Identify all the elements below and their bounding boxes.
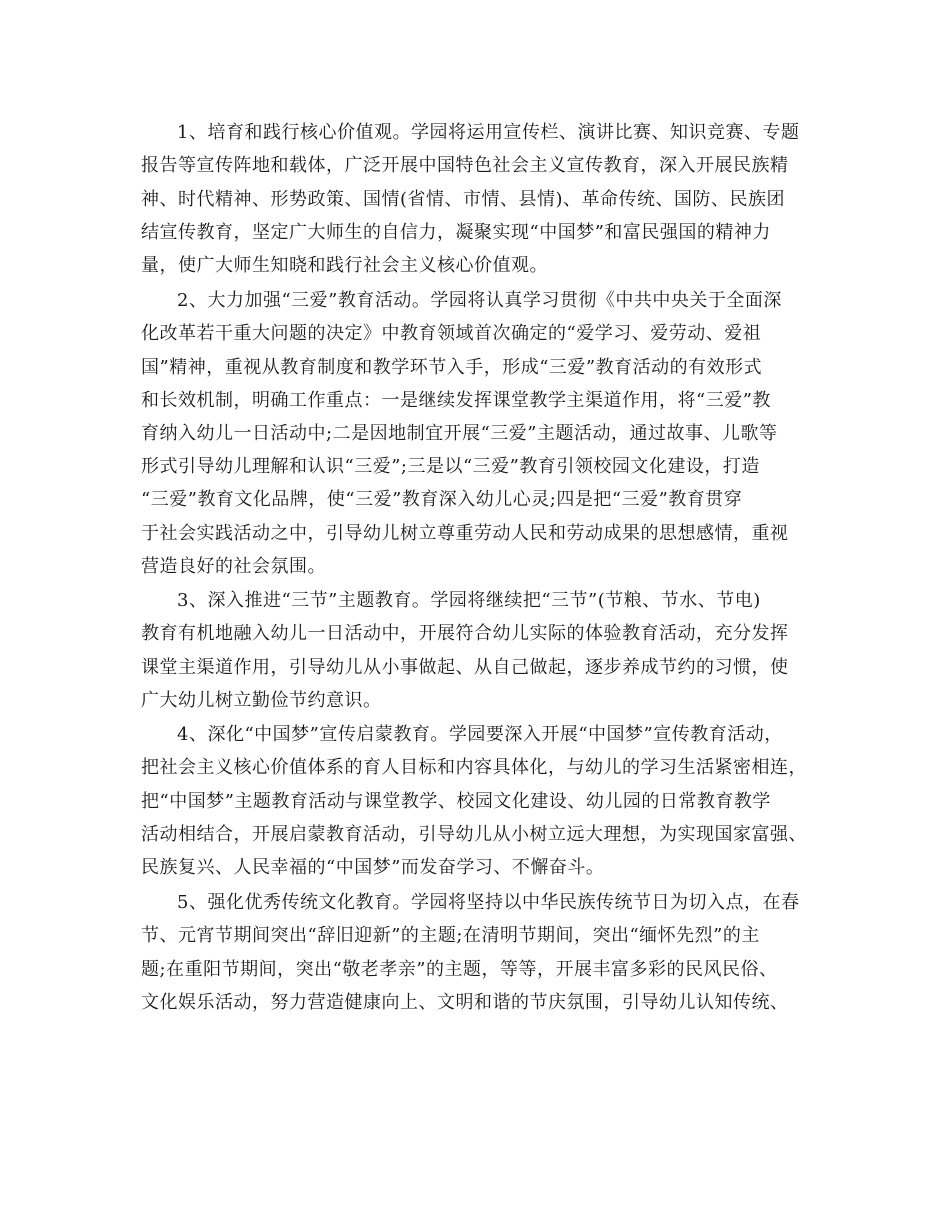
text-line: 2、大力加强“三爱”教育活动。学园将认真学习贯彻《中共中央关于全面深 xyxy=(177,290,782,311)
text-line: 结宣传教育，坚定广大师生的自信力，凝聚实现“中国梦”和富民强国的精神力 xyxy=(141,222,771,243)
text-line: 于社会实践活动之中，引导幼儿树立尊重劳动人民和劳动成果的思想感情，重视 xyxy=(141,523,789,544)
text-line: 神、时代精神、形势政策、国情(省情、市情、县情)、革命传统、国防、民族团 xyxy=(141,189,786,210)
text-line: 和长效机制，明确工作重点：一是继续发挥课堂教学主渠道作用，将“三爱”教 xyxy=(141,390,771,411)
text-line: 5、强化优秀传统文化教育。学园将坚持以中华民族传统节日为切入点，在春 xyxy=(177,892,800,913)
text-line: 教育有机地融入幼儿一日活动中，开展符合幼儿实际的体验教育活动，充分发挥 xyxy=(141,623,789,644)
text-line: 3、深入推进“三节”主题教育。学园将继续把“三节”(节粮、节水、节电) xyxy=(177,590,761,611)
text-line: 民族复兴、人民幸福的“中国梦”而发奋学习、不懈奋斗。 xyxy=(141,857,605,878)
text-line: 活动相结合，开展启蒙教育活动，引导幼儿从小树立远大理想，为实现国家富强、 xyxy=(141,824,807,845)
text-line: 营造良好的社会氛围。 xyxy=(141,556,326,577)
text-line: 题;在重阳节期间，突出“敬老孝亲”的主题，等等，开展丰富多彩的民风民俗、 xyxy=(141,959,778,980)
text-line: 育纳入幼儿一日活动中;二是因地制宜开展“三爱”主题活动，通过故事、儿歌等 xyxy=(141,423,778,444)
text-line: 把“中国梦”主题教育活动与课堂教学、校园文化建设、幼儿园的日常教育教学 xyxy=(141,791,771,812)
text-line: 广大幼儿树立勤俭节约意识。 xyxy=(141,690,382,711)
text-line: 1、培育和践行核心价值观。学园将运用宣传栏、演讲比赛、知识竞赛、专题 xyxy=(177,122,800,143)
text-line: 化改革若干重大问题的决定》中教育领域首次确定的“爱学习、爱劳动、爱祖 xyxy=(141,323,762,344)
text-line: “三爱”教育文化品牌，使“三爱”教育深入幼儿心灵;四是把“三爱”教育贯穿 xyxy=(141,489,743,510)
text-line: 国”精神，重视从教育制度和教学环节入手，形成“三爱”教育活动的有效形式 xyxy=(141,357,763,378)
text-line: 4、深化“中国梦”宣传启蒙教育。学园要深入开展“中国梦”宣传教育活动， xyxy=(177,724,783,745)
text-line: 量，使广大师生知晓和践行社会主义核心价值观。 xyxy=(141,255,548,276)
text-line: 形式引导幼儿理解和认识“三爱”;三是以“三爱”教育引领校园文化建设，打造 xyxy=(141,456,760,477)
text-line: 节、元宵节期间突出“辞旧迎新”的主题;在清明节期间，突出“缅怀先烈”的主 xyxy=(141,925,760,946)
text-line: 课堂主渠道作用，引导幼儿从小事做起、从自己做起，逐步养成节约的习惯，使 xyxy=(141,657,789,678)
text-line: 报告等宣传阵地和载体，广泛开展中国特色社会主义宣传教育，深入开展民族精 xyxy=(141,155,789,176)
text-line: 把社会主义核心价值体系的育人目标和内容具体化，与幼儿的学习生活紧密相连， xyxy=(141,757,807,778)
text-line: 文化娱乐活动，努力营造健康向上、文明和谐的节庆氛围，引导幼儿认知传统、 xyxy=(141,992,789,1013)
